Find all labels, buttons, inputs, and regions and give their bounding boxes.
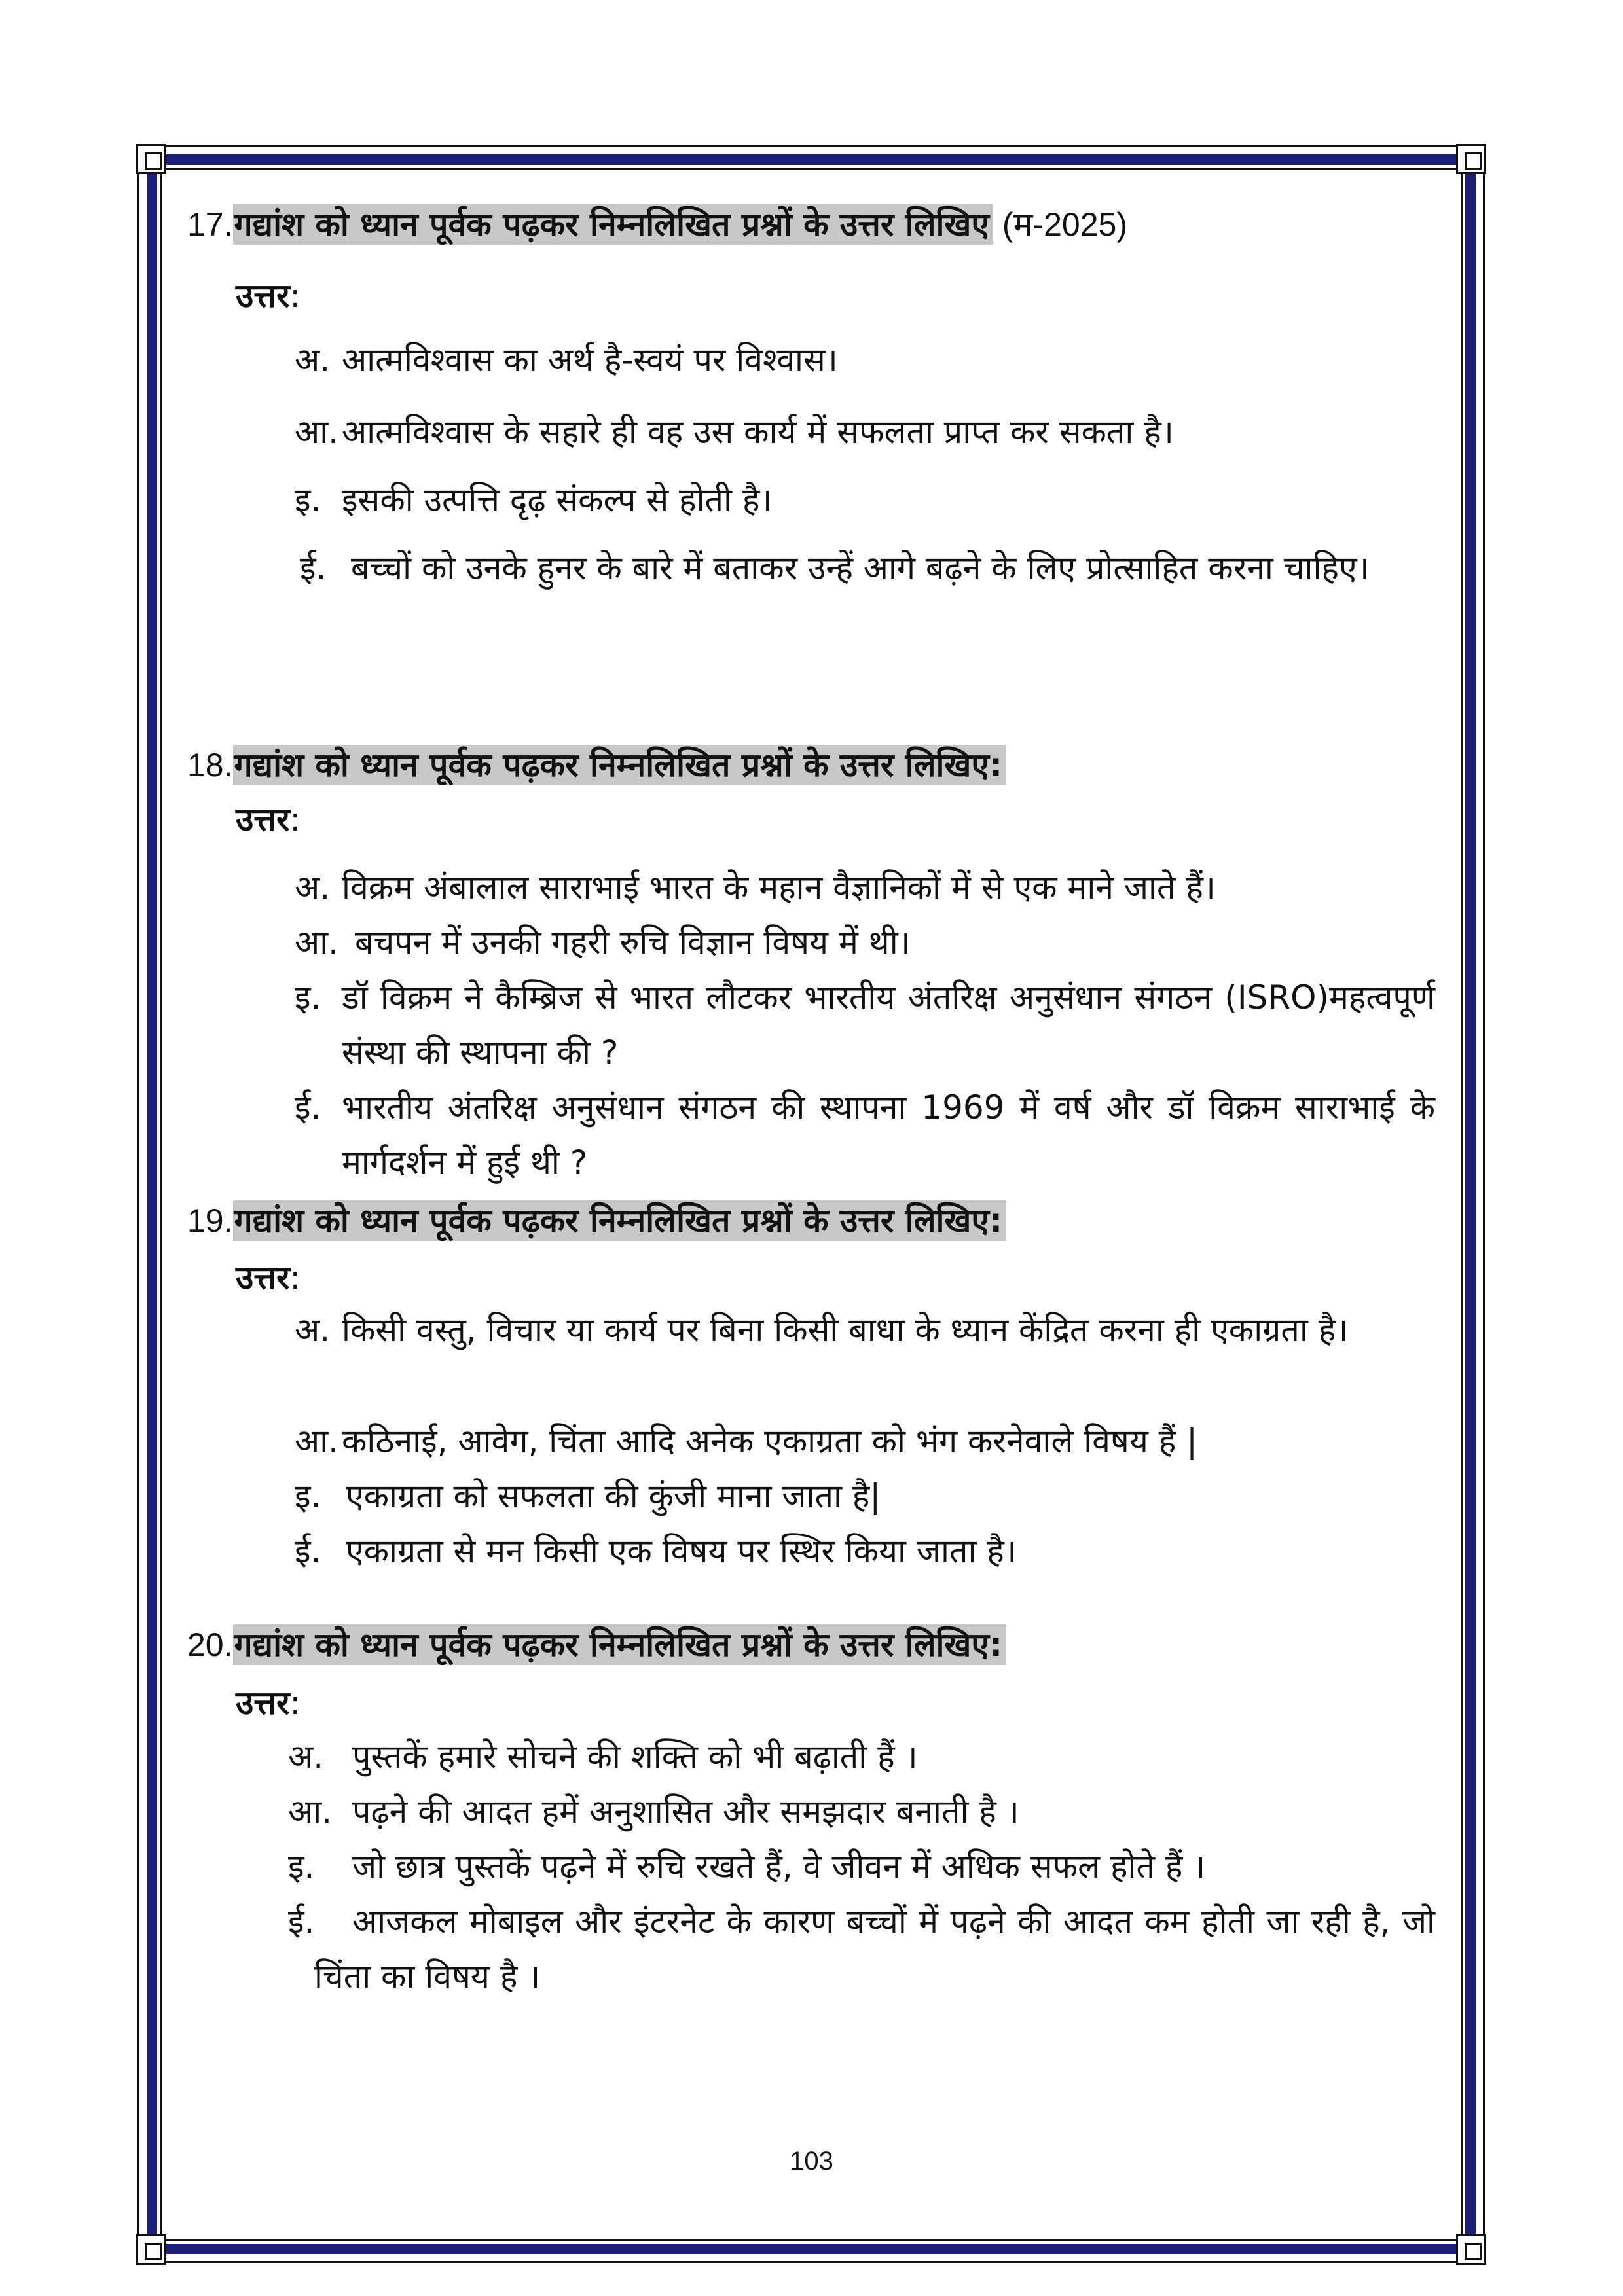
answer-marker: इ. bbox=[295, 978, 321, 1016]
answer-text bbox=[342, 1302, 1376, 1357]
question-heading-text: गद्यांश को ध्यान पूर्वक पढ़कर निम्नलिखित प्रश्नों के उत्तर लिखिए: bbox=[233, 745, 1007, 785]
answer-text-content: किसी वस्तु, विचार या कार्य पर बिना किसी बाधा के ध्यान केंद्रित करना ही एकाग्रता है। bbox=[342, 1311, 1349, 1349]
answer-label-text: उत्तर bbox=[236, 1259, 290, 1297]
question-heading bbox=[187, 202, 1127, 247]
answer-item bbox=[295, 473, 321, 528]
answer-label-text: उत्तर bbox=[236, 1684, 290, 1722]
answer-marker: आ. bbox=[288, 1793, 332, 1831]
answer-label: उत्तर: bbox=[236, 800, 301, 838]
answer-text-content: डॉ विक्रम ने कैम्ब्रिज से भारत लौटकर भारतीय अंतरिक्ष अनुसंधान संगठन (ISRO)महत्वपूर्ण संस्था की स्थापना की ? bbox=[342, 978, 1435, 1071]
answer-item bbox=[295, 1414, 338, 1469]
answer-item bbox=[295, 1469, 321, 1524]
answer-marker: ई. bbox=[295, 1532, 321, 1570]
answer-text bbox=[352, 1729, 1432, 1784]
answer-text-content: इसकी उत्पत्ति दृढ़ संकल्प से होती है। bbox=[342, 481, 773, 519]
answer-text-content: बच्चों को उनके हुनर के बारे में बताकर उन्हें आगे बढ़ने के लिए प्रोत्साहित करना चाहिए। bbox=[351, 549, 1370, 587]
answer-text-content: आत्मविश्वास के सहारे ही वह उस कार्य में सफलता प्राप्त कर सकता है। bbox=[342, 413, 1174, 451]
answer-marker: आ. bbox=[295, 1422, 338, 1460]
answer-item bbox=[295, 1302, 330, 1357]
answer-label-text: उत्तर bbox=[236, 800, 290, 838]
answer-item bbox=[288, 1729, 323, 1784]
answer-marker: अ. bbox=[288, 1738, 324, 1776]
question-heading bbox=[187, 1198, 1006, 1244]
question-number: 18. bbox=[187, 747, 233, 783]
answer-text-content: जो छात्र पुस्तकें पढ़ने में रुचि रखते हैं, वे जीवन में अधिक सफल होते हैं । bbox=[352, 1848, 1206, 1886]
corner-ornament-bottom-left bbox=[136, 2234, 166, 2265]
question-exam-tag: (म-2025) bbox=[993, 206, 1128, 243]
answer-item bbox=[295, 332, 330, 387]
answer-marker: आ. bbox=[295, 413, 338, 451]
answer-item bbox=[288, 1839, 314, 1894]
answer-item bbox=[295, 1524, 321, 1579]
answer-text bbox=[342, 970, 1435, 1080]
question-heading-text: गद्यांश को ध्यान पूर्वक पढ़कर निम्नलिखित प्रश्नों के उत्तर लिखिए: bbox=[233, 1624, 1007, 1665]
answer-text-content: भारतीय अंतरिक्ष अनुसंधान संगठन की स्थापना 1969 में वर्ष और डॉ विक्रम साराभाई के मार्गदर्शन में हुई थी ? bbox=[342, 1088, 1435, 1181]
answer-text bbox=[342, 860, 1435, 915]
answer-label: उत्तर: bbox=[236, 1259, 301, 1297]
answer-marker: ई. bbox=[288, 1903, 315, 1941]
answer-marker: आ. bbox=[295, 924, 338, 961]
answer-label-text: उत्तर bbox=[236, 277, 290, 315]
question-heading-text: गद्यांश को ध्यान पूर्वक पढ़कर निम्नलिखित प्रश्नों के उत्तर लिखिए bbox=[233, 204, 994, 245]
answer-item bbox=[300, 541, 326, 596]
question-heading bbox=[187, 1622, 1006, 1668]
answer-text-content: पुस्तकें हमारे सोचने की शक्ति को भी बढ़ाती हैं । bbox=[352, 1738, 918, 1776]
question-heading-text: गद्यांश को ध्यान पूर्वक पढ़कर निम्नलिखित प्रश्नों के उत्तर लिखिए: bbox=[233, 1200, 1007, 1241]
answer-text bbox=[352, 1784, 1432, 1839]
answer-text bbox=[346, 1469, 1435, 1524]
answer-marker: इ. bbox=[295, 1477, 321, 1515]
answer-item bbox=[295, 970, 321, 1025]
answer-item bbox=[288, 1894, 314, 1949]
answer-text bbox=[355, 915, 1435, 970]
answer-text bbox=[342, 1080, 1435, 1190]
page-number: 103 bbox=[790, 2147, 833, 2176]
answer-text-content: कठिनाई, आवेग, चिंता आदि अनेक एकाग्रता को भंग करनेवाले विषय हैं | bbox=[342, 1422, 1198, 1460]
answer-item bbox=[288, 1784, 332, 1839]
answer-text bbox=[351, 541, 1435, 596]
answer-item bbox=[295, 860, 330, 915]
corner-ornament-top-left bbox=[136, 144, 166, 174]
answer-text bbox=[342, 404, 1435, 459]
answer-marker: अ. bbox=[295, 869, 331, 906]
answer-text-content: एकाग्रता को सफलता की कुंजी माना जाता है| bbox=[346, 1477, 881, 1515]
answer-text bbox=[314, 1894, 1435, 2004]
answer-text-content: बचपन में उनकी गहरी रुचि विज्ञान विषय में थी। bbox=[355, 924, 911, 961]
answer-marker: अ. bbox=[295, 341, 331, 379]
corner-ornament-bottom-right bbox=[1456, 2234, 1486, 2265]
answer-text bbox=[342, 473, 1435, 528]
question-number: 19. bbox=[187, 1202, 233, 1239]
answer-item bbox=[295, 404, 338, 459]
answer-text bbox=[346, 1524, 1435, 1579]
corner-ornament-top-right bbox=[1456, 144, 1486, 174]
answer-text-content: आत्मविश्वास का अर्थ है-स्वयं पर विश्वास। bbox=[342, 341, 838, 379]
answer-text-content: पढ़ने की आदत हमें अनुशासित और समझदार बनाती है । bbox=[352, 1793, 1019, 1831]
question-number: 17. bbox=[187, 206, 233, 243]
answer-label: उत्तर: bbox=[236, 277, 301, 315]
answer-text bbox=[342, 1414, 1435, 1469]
answer-text bbox=[342, 332, 1435, 387]
answer-text-content: आजकल मोबाइल और इंटरनेट के कारण बच्चों में पढ़ने की आदत कम होती जा रही है, जो चिंता का विषय है । bbox=[314, 1903, 1435, 1996]
answer-marker: ई. bbox=[300, 549, 327, 587]
answer-label: उत्तर: bbox=[236, 1684, 301, 1722]
answer-item bbox=[295, 915, 338, 970]
answer-marker: अ. bbox=[295, 1311, 331, 1349]
answer-item bbox=[295, 1080, 321, 1135]
answer-text-content: एकाग्रता से मन किसी एक विषय पर स्थिर किया जाता है। bbox=[346, 1532, 1017, 1570]
question-number: 20. bbox=[187, 1626, 233, 1663]
answer-text bbox=[352, 1839, 1439, 1894]
answer-marker: ई. bbox=[295, 1088, 321, 1126]
answer-marker: इ. bbox=[288, 1848, 315, 1886]
answer-text-content: विक्रम अंबालाल साराभाई भारत के महान वैज्ञानिकों में से एक माने जाते हैं। bbox=[342, 869, 1216, 906]
answer-marker: इ. bbox=[295, 481, 321, 519]
question-heading bbox=[187, 742, 1006, 788]
